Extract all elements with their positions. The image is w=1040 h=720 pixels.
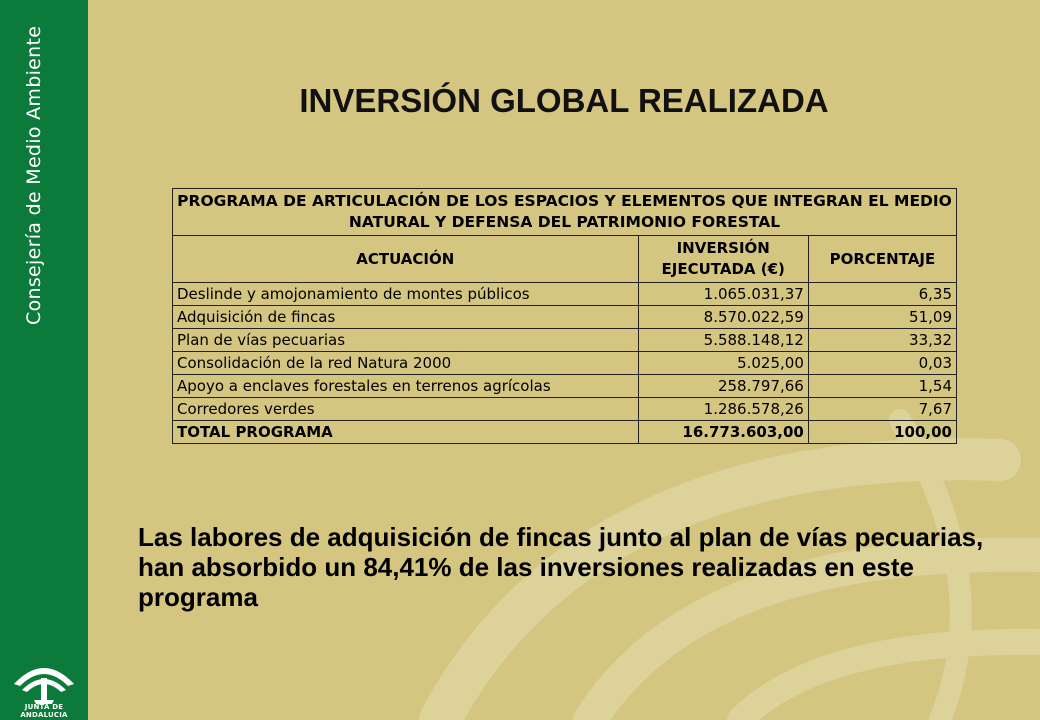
table-row	[173, 306, 957, 329]
cell-inversion: 1.065.031,37	[638, 283, 808, 306]
cell-actuacion: Corredores verdes	[173, 398, 639, 421]
cell-actuacion: Adquisición de fincas	[173, 306, 639, 329]
summary-text: Las labores de adquisición de fincas junto al plan de vías pecuarias, han absorbido un 84,41% de las inversiones realizadas en este programa	[138, 522, 984, 612]
program-header-row	[173, 189, 957, 236]
table-row	[173, 329, 957, 352]
cell-inversion: 258.797,66	[638, 375, 808, 398]
cell-porcentaje: 6,35	[808, 283, 956, 306]
table-row	[173, 398, 957, 421]
logo-text: JUNTA DE ANDALUCIA	[20, 703, 68, 719]
column-header-porcentaje: PORCENTAJE	[808, 236, 956, 283]
cell-actuacion: Plan de vías pecuarias	[173, 329, 639, 352]
cell-porcentaje: 51,09	[808, 306, 956, 329]
cell-inversion: 5.025,00	[638, 352, 808, 375]
table-row	[173, 352, 957, 375]
column-header-row	[173, 236, 957, 283]
table-row	[173, 283, 957, 306]
cell-actuacion: Deslinde y amojonamiento de montes públicos	[173, 283, 639, 306]
table-row	[173, 375, 957, 398]
cell-actuacion: Consolidación de la red Natura 2000	[173, 352, 639, 375]
cell-porcentaje: 1,54	[808, 375, 956, 398]
cell-porcentaje: 33,32	[808, 329, 956, 352]
column-header-actuacion: ACTUACIÓN	[173, 236, 639, 283]
page-title: INVERSIÓN GLOBAL REALIZADA	[299, 82, 829, 119]
sidebar-title: Consejería de Medio Ambiente	[23, 25, 45, 325]
cell-inversion: 5.588.148,12	[638, 329, 808, 352]
sidebar	[0, 0, 88, 720]
cell-total-porcentaje: 100,00	[808, 421, 956, 444]
cell-total-label: TOTAL PROGRAMA	[173, 421, 639, 444]
cell-total-inversion: 16.773.603,00	[638, 421, 808, 444]
total-row	[173, 421, 957, 444]
cell-porcentaje: 7,67	[808, 398, 956, 421]
cell-porcentaje: 0,03	[808, 352, 956, 375]
junta-de-andalucia-logo-icon	[8, 650, 80, 710]
program-header: PROGRAMA DE ARTICULACIÓN DE LOS ESPACIOS Y ELEMENTOS QUE INTEGRAN EL MEDIO NATURAL Y DEFENSA DEL PATRIMONIO FORESTAL	[173, 189, 957, 236]
cell-inversion: 8.570.022,59	[638, 306, 808, 329]
column-header-inversion: INVERSIÓN EJECUTADA (€)	[638, 236, 808, 283]
investment-table	[172, 188, 957, 444]
cell-inversion: 1.286.578,26	[638, 398, 808, 421]
cell-actuacion: Apoyo a enclaves forestales en terrenos agrícolas	[173, 375, 639, 398]
